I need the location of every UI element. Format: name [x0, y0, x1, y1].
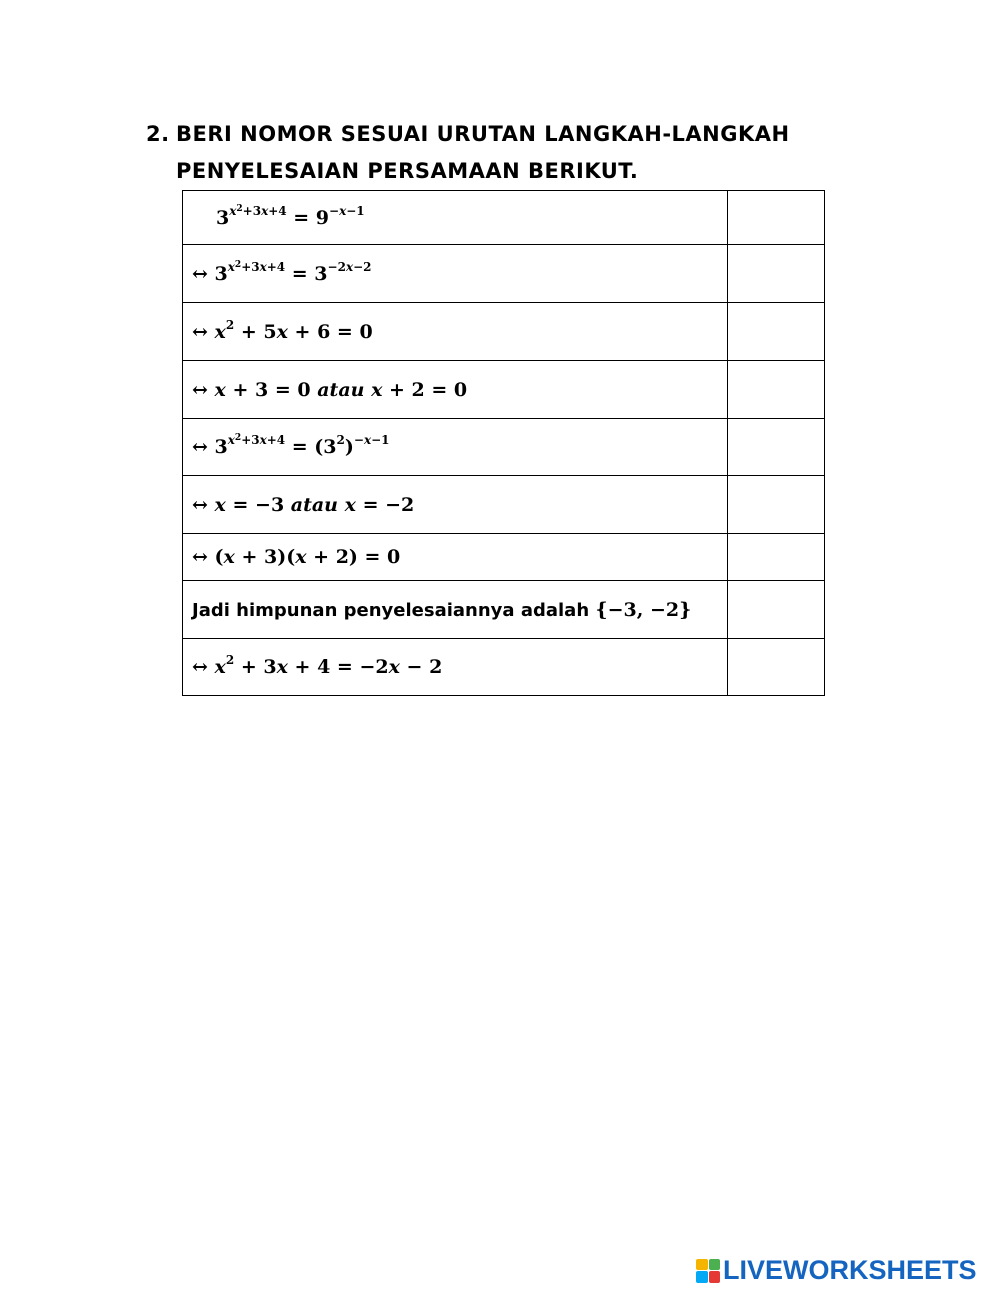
order-answer-box[interactable] [728, 581, 825, 639]
step-expression: $3^{x^2+3x+4} = 9^{-x-1}$ [183, 191, 728, 245]
step-row [183, 476, 825, 534]
step-row [183, 361, 825, 419]
step-row [183, 191, 825, 245]
step-expression: ↔ (x + 3)(x + 2) = 0 [183, 534, 728, 581]
question-number: 2. [146, 122, 170, 146]
order-answer-box[interactable] [728, 476, 825, 534]
logo-text: LIVEWORKSHEETS [723, 1255, 977, 1285]
step-row [183, 534, 825, 581]
order-answer-box[interactable] [728, 361, 825, 419]
step-expression: ↔ $3^{x^2+3x+4} = 3^{-2x-2}$ [183, 245, 728, 303]
step-row [183, 639, 825, 696]
order-answer-box[interactable] [728, 639, 825, 696]
logo-mark-icon [696, 1259, 720, 1283]
step-expression: ↔ x = −3 atau x = −2 [183, 476, 728, 534]
liveworksheets-logo [696, 1255, 977, 1286]
step-row [183, 245, 825, 303]
order-answer-box[interactable] [728, 303, 825, 361]
step-row [183, 581, 825, 639]
step-expression: ↔ $x^2 + 3x + 4 = -2x - 2$ [183, 639, 728, 696]
order-answer-box[interactable] [728, 191, 825, 245]
step-expression: Jadi himpunan penyelesaiannya adalah {−3, −2} [183, 581, 728, 639]
step-expression: ↔ x + 3 = 0 atau x + 2 = 0 [183, 361, 728, 419]
order-answer-box[interactable] [728, 534, 825, 581]
question-line-2: PENYELESAIAN PERSAMAAN BERIKUT. [176, 159, 639, 183]
step-expression: ↔ $x^2 + 5x + 6 = 0$ [183, 303, 728, 361]
step-row [183, 419, 825, 476]
order-answer-box[interactable] [728, 245, 825, 303]
step-row [183, 303, 825, 361]
order-answer-box[interactable] [728, 419, 825, 476]
question-line-1: BERI NOMOR SESUAI URUTAN LANGKAH-LANGKAH [176, 122, 790, 146]
step-expression: ↔ $3^{x^2+3x+4} = (3^2)^{-x-1}$ [183, 419, 728, 476]
steps-table [182, 190, 825, 696]
